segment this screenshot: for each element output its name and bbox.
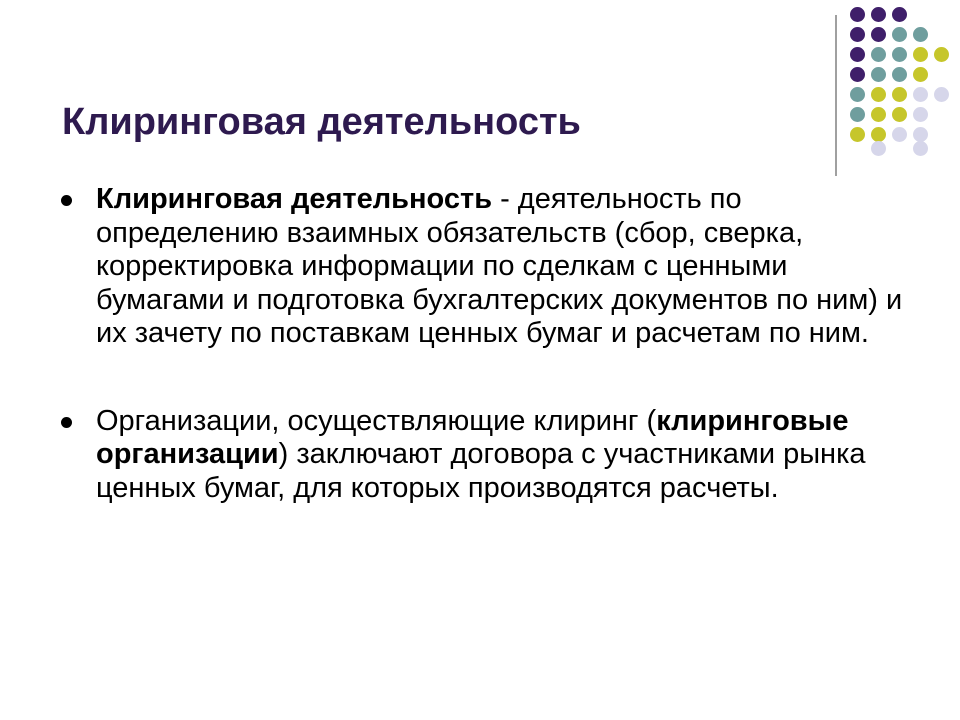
bullet-text — [96, 405, 920, 506]
decorative-dot — [913, 27, 928, 42]
decorative-dot — [850, 107, 865, 122]
decorative-dot — [850, 27, 865, 42]
decorative-vertical-line — [835, 15, 837, 176]
decorative-dot — [892, 127, 907, 142]
decorative-dot — [892, 7, 907, 22]
decorative-dot — [871, 127, 886, 142]
decorative-dot — [913, 127, 928, 142]
decorative-dot — [934, 87, 949, 102]
decorative-dot — [850, 127, 865, 142]
decorative-dot — [892, 107, 907, 122]
bullet-body-after: ) заключают договора с участниками рынка ценных бумаг, для которых производятся расчеты. — [96, 438, 866, 504]
bullet-list — [60, 183, 920, 505]
decorative-dot — [892, 67, 907, 82]
decorative-dot — [871, 7, 886, 22]
bullet-body: - деятельность по определению взаимных обязательств (сбор, сверка, корректировка информации по сделкам с ценными бумагами и подготовка бухгалтерских документов по ним) и их зачету по поставкам ценных бумаг и расчетам по ним. — [96, 183, 903, 349]
decorative-dot — [913, 87, 928, 102]
decorative-dot — [892, 27, 907, 42]
bullet-item-clearing-organizations — [60, 405, 920, 506]
decorative-dot — [871, 47, 886, 62]
bullet-body-before: Организации, осуществляющие клиринг ( — [96, 404, 657, 437]
bullet-icon — [61, 417, 72, 428]
decorative-dot — [871, 141, 886, 156]
decorative-dot — [913, 67, 928, 82]
decorative-dot — [871, 87, 886, 102]
bullet-term: клиринговые организации — [96, 404, 849, 470]
slide-title: Клиринговая деятельность — [62, 101, 581, 143]
decorative-dot — [934, 47, 949, 62]
decorative-dot — [850, 87, 865, 102]
decorative-dot — [913, 141, 928, 156]
decorative-dot — [871, 107, 886, 122]
bullet-text — [96, 183, 920, 351]
decorative-dot — [892, 47, 907, 62]
decorative-dot — [871, 67, 886, 82]
decorative-dot — [850, 7, 865, 22]
decorative-dot — [892, 87, 907, 102]
decorative-dot — [913, 47, 928, 62]
bullet-term: Клиринговая деятельность — [96, 183, 493, 215]
decorative-dot — [850, 67, 865, 82]
bullet-item-clearing-definition — [60, 183, 920, 351]
bullet-icon — [61, 195, 72, 206]
decorative-dot — [871, 27, 886, 42]
decorative-dot — [850, 47, 865, 62]
decorative-dot — [913, 107, 928, 122]
